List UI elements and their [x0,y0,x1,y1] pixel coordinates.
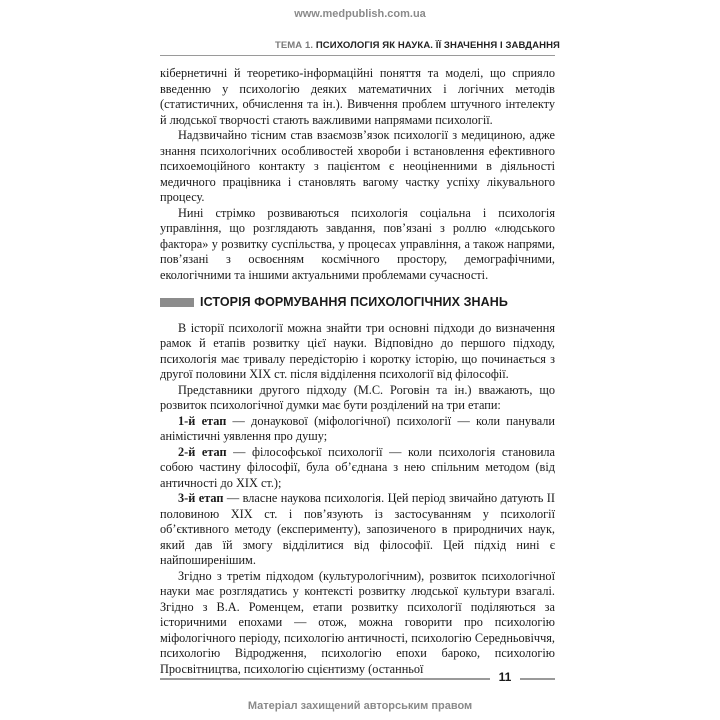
paragraph-4: В історії психології можна знайти три основні підходи до визначення рамок й етапів розвитку цієї науки. Відповідно до першого підходу, психологія має тривалу передісторію і коротку історію, що починається з другої половини XIX ст. після відділення психології від філософії. [160,320,555,381]
running-head-topic-title: ПСИХОЛОГІЯ ЯК НАУКА. ЇЇ ЗНАЧЕННЯ І ЗАВДАННЯ [315,40,560,51]
paragraph-2: Надзвичайно тісним став взаємозв’язок психології з медициною, адже знання психологічних особливостей хвороби і встановлення ефективного психоемоційного контакту з пацієнтом є неоціненними в діяльності медичного працівника і становлять вагому частку успіху лікувального процесу. [160,128,555,204]
copyright-notice: Матеріал захищений авторським правом [247,700,473,712]
running-head-topic-number: ТЕМА 1. [274,40,314,51]
stage-2-text: — філософської психології — коли психологія становила собою частину філософії, була об’єднана з нею спільним методом (від античності до XIX ст.); [160,444,555,490]
section-heading [160,295,555,311]
site-url: www.medpublish.com.ua [294,8,426,20]
stage-1 [160,414,555,445]
running-head [160,40,560,51]
page-body [160,66,555,677]
stage-1-text: — донаукової (міфологічної) психології — коли панували анімістичні уявлення про душу; [160,413,555,443]
paragraph-3: Нині стрімко розвиваються психологія соціальна і психологія управління, що розглядають завдання, пов’язані з роллю «людського фактора» у розвитку суспільства, у процесах управління, а також напрями, пов’язані з освоєнням космічного простору, демографічними, екологічними та іншими актуальними проблемами сучасності. [160,205,555,282]
paragraph-6: Згідно з третім підходом (культурологічним), розвиток психологічної науки має розглядатись у контексті розвитку людської культури взагалі. Згідно з В.А. Роменцем, етапи розвитку психології поділяються за історичними епохами — отож, можна говорити про психологію міфологічного періоду, психологію античності, психологію Середньовіччя, психологію Відродження, психологію епохи бароко, психологію Просвітництва, психологію сцієнтизму (останньої [160,568,555,676]
paragraph-5: Представники другого підходу (М.С. Роговін та ін.) вважають, що розвиток психологічної думки має бути розділений на три етапи: [160,382,555,412]
stage-3-label: 3-й етап [178,491,224,505]
section-heading-text: ІСТОРІЯ ФОРМУВАННЯ ПСИХОЛОГІЧНИХ ЗНАНЬ [200,295,508,309]
stage-3 [160,491,555,569]
heading-bar-icon [160,298,194,307]
stage-3-text: — власне наукова психологія. Цей період звичайно датують ІІ половиною XIX ст. і пов’язують із застосуванням у психології об’єктивного методу (експерименту), запозиченого в природничих наук, який дав їй змогу відділитися від філософії. Цей підхід нині є найпоширенішим. [160,491,555,567]
paragraph-1: кібернетичні й теоретико-інформаційні поняття та моделі, що сприяло введенню у психологію деяких математичних і логічних методів (статистичних, обчислення та ін.). Вивчення проблем штучного інтелекту й людської творчості стають важливими напрямами психології. [160,66,555,127]
stage-2 [160,445,555,492]
footer-divider-right [520,678,555,680]
stage-1-label: 1-й етап [178,413,227,428]
page-number: 11 [498,670,512,684]
stage-2-label: 2-й етап [178,444,227,459]
footer-divider-left [160,678,490,680]
header-divider [160,55,555,56]
